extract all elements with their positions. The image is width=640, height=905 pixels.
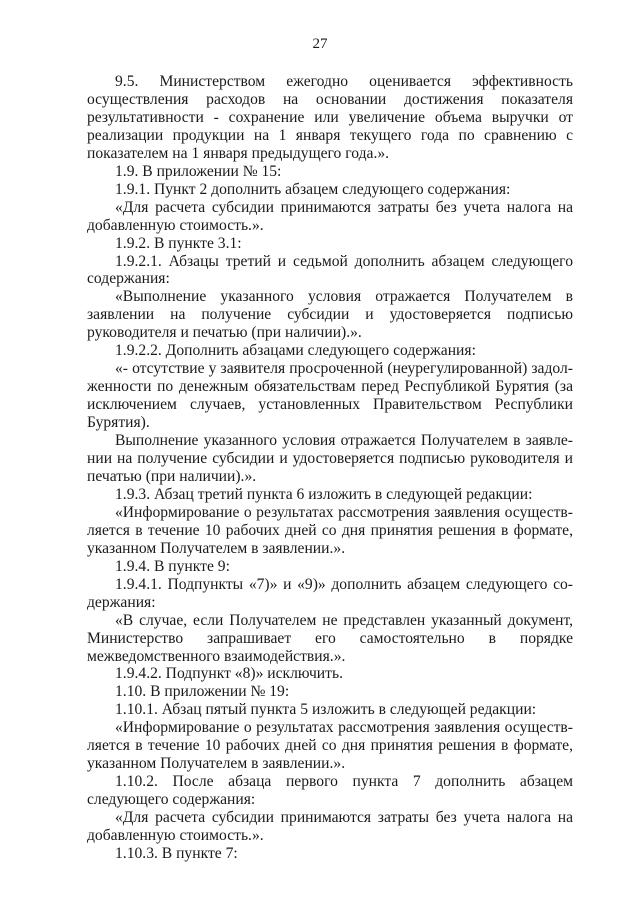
paragraph-1-9-4: 1.9.4. В пункте 9: <box>115 557 230 575</box>
paragraph-1-9-4-2: 1.9.4.2. Подпункт «8)» исключить. <box>115 665 343 683</box>
quote-paragraph: «Для расчета субсидии принимаются затраты без учета налога на добавленную стоимость.». <box>87 198 573 234</box>
page-number: 27 <box>312 36 328 52</box>
quote-paragraph: «Выполнение указанного условия отражается Получателем в заявлении на получение субсидии и удостоверяется подписью руководителя и печатью (при наличии).». <box>87 288 573 342</box>
quote-paragraph: Выполнение указанного условия отражается Получателем в заявлении на получение субсидии и удостоверяется подписью руководителя и печатью (при наличии).». <box>87 432 573 485</box>
paragraph-9-5: 9.5. Министерством ежегодно оценивается эффективность осуществления расходов на основании достижения показателя результативности - сохранение или увеличение объема выручки от реализации продукции на 1 января текущего года по сравнению с показателем на 1 января предыдущего года.». <box>87 73 573 162</box>
paragraph-1-9-1: 1.9.1. Пункт 2 дополнить абзацем следующего содержания: <box>115 180 511 198</box>
quote-paragraph: «В случае, если Получателем не представлен указанный документ, Министерство запрашивает его самостоятельно в порядке межведомственного взаимодействия.». <box>87 611 573 665</box>
paragraph-1-9-3: 1.9.3. Абзац третий пункта 6 изложить в следующей редакции: <box>115 485 533 503</box>
quote-paragraph: «Информирование о результатах рассмотрения заявления осуществляется в течение 10 рабочих дней со дня принятия решения в формате, указанном Получателем в заявлении.». <box>87 719 573 773</box>
quote-paragraph: «Для расчета субсидии принимаются затраты без учета налога на добавленную стоимость.». <box>87 809 573 845</box>
paragraph-1-10-1: 1.10.1. Абзац пятый пункта 5 изложить в следующей редакции: <box>115 701 537 719</box>
paragraph-1-9-2-1: 1.9.2.1. Абзацы третий и седьмой дополнить абзацем следующего содержания: <box>87 252 573 288</box>
paragraph-1-10-3: 1.10.3. В пункте 7: <box>115 844 238 862</box>
paragraph-1-9-2: 1.9.2. В пункте 3.1: <box>115 234 242 252</box>
quote-paragraph: «- отсутствие у заявителя просроченной (неурегулированной) задолженности по денежным обязательствам перед Республикой Бурятия (за исключением случаев, установленных Правительством Республики Бурятия). <box>87 360 573 432</box>
paragraph-1-9: 1.9. В приложении № 15: <box>115 162 282 180</box>
paragraph-1-9-2-2: 1.9.2.2. Дополнить абзацами следующего содержания: <box>115 342 476 360</box>
paragraph-1-10: 1.10. В приложении № 19: <box>115 683 290 701</box>
quote-paragraph: «Информирование о результатах рассмотрения заявления осуществляется в течение 10 рабочих дней со дня принятия решения в формате, указанном Получателем в заявлении.». <box>87 503 573 557</box>
paragraph-1-10-2: 1.10.2. После абзаца первого пункта 7 дополнить абзацем следующего содержания: <box>87 773 573 809</box>
paragraph-1-9-4-1: 1.9.4.1. Подпункты «7)» и «9)» дополнить абзацем следующего содержания: <box>87 575 573 611</box>
document-body <box>87 73 573 863</box>
